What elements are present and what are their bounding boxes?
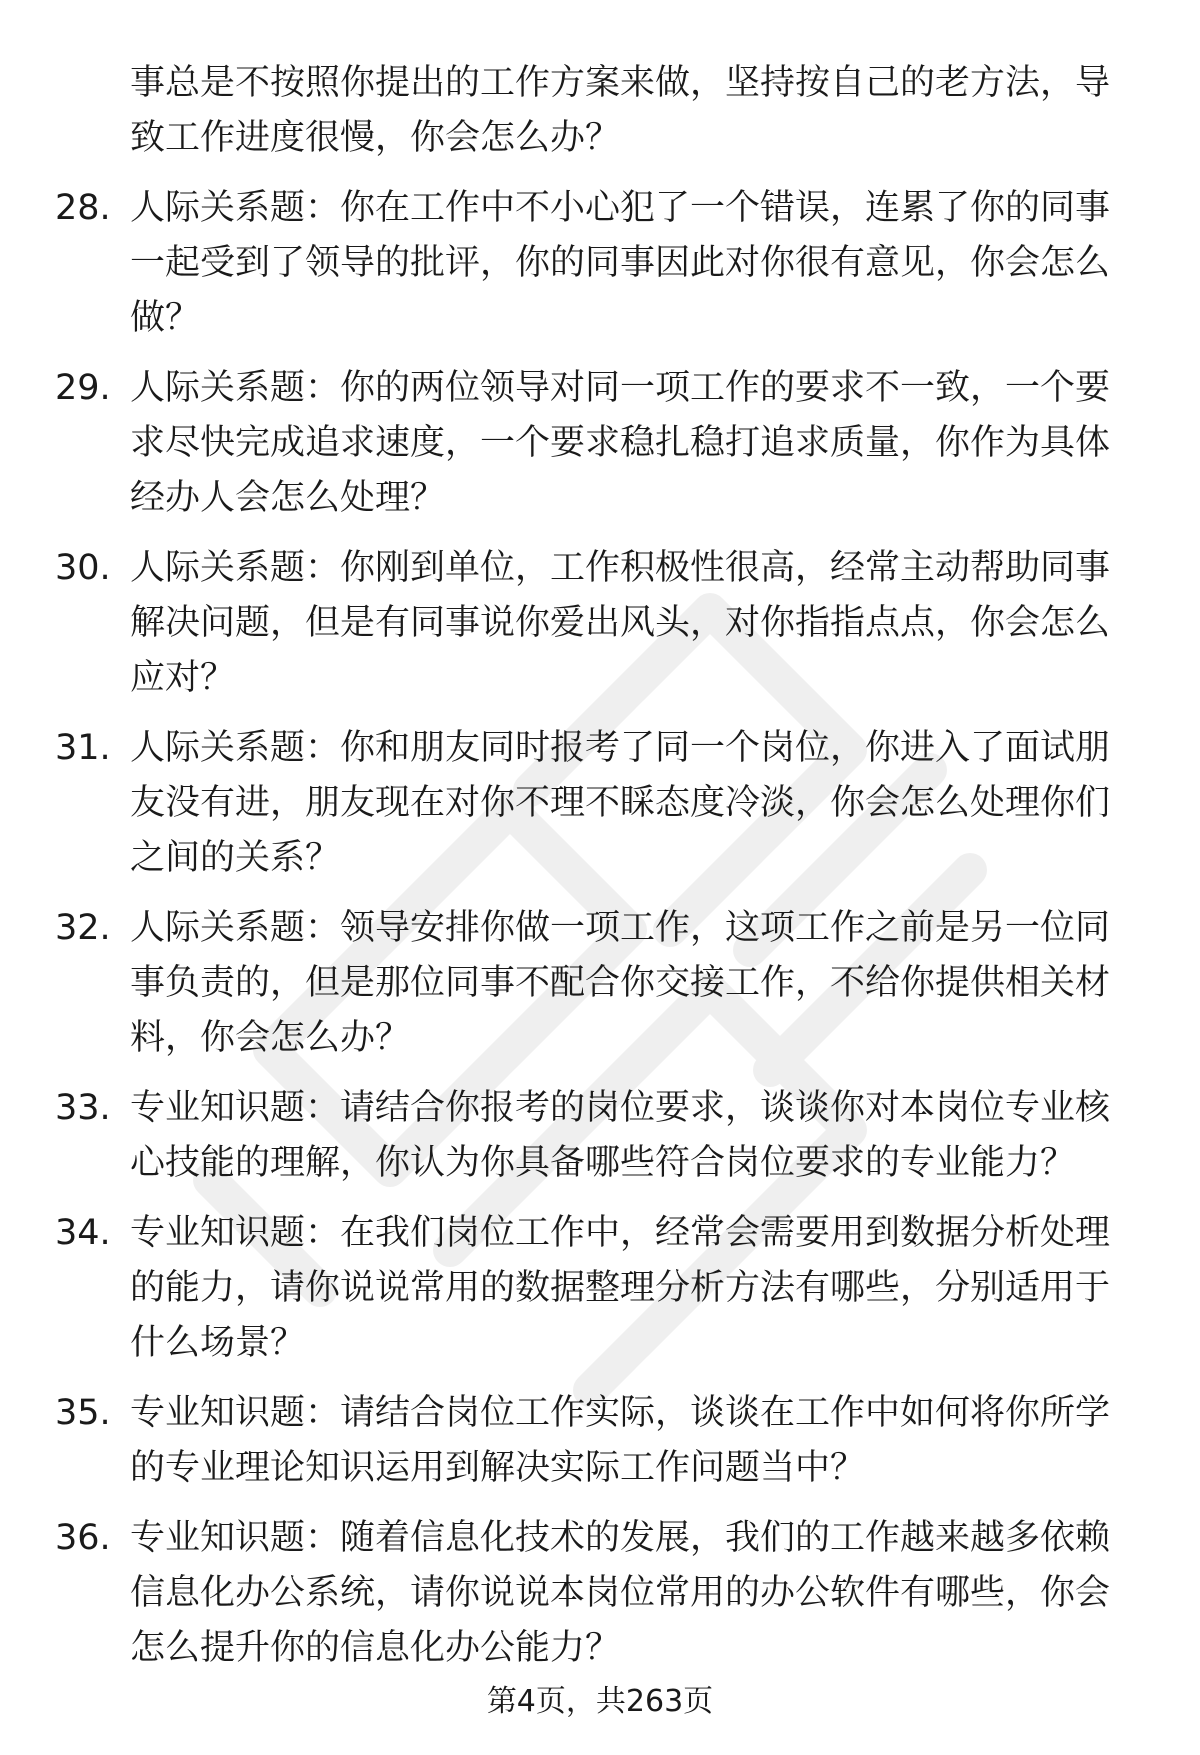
question-item [55,181,1140,346]
question-item [55,1206,1140,1371]
question-text: 专业知识题：请结合岗位工作实际，谈谈在工作中如何将你所学的专业理论知识运用到解决实际工作问题当中？ [130,1393,1111,1488]
question-number: 31. [55,728,111,768]
question-number: 33. [55,1088,111,1128]
question-item [55,1386,1140,1496]
question-text: 人际关系题：领导安排你做一项工作，这项工作之前是另一位同事负责的，但是那位同事不配合你交接工作，不给你提供相关材料，你会怎么办？ [130,908,1111,1058]
question-number: 30. [55,548,111,588]
page-footer: 第4页，共263页 [486,1684,714,1719]
question-text: 专业知识题：随着信息化技术的发展，我们的工作越来越多依赖信息化办公系统，请你说说本岗位常用的办公软件有哪些，你会怎么提升你的信息化办公能力？ [130,1518,1111,1668]
question-number: 32. [55,908,111,948]
question-item [55,901,1140,1066]
question-item [55,1511,1140,1676]
question-number: 29. [55,368,111,408]
question-item [55,361,1140,526]
question-text: 专业知识题：请结合你报考的岗位要求，谈谈你对本岗位专业核心技能的理解，你认为你具备哪些符合岗位要求的专业能力？ [130,1088,1111,1183]
question-text: 人际关系题：你和朋友同时报考了同一个岗位，你进入了面试朋友没有进，朋友现在对你不理不睬态度冷淡，你会怎么处理你们之间的关系？ [130,728,1111,878]
question-number: 35. [55,1393,111,1433]
question-item [55,1081,1140,1191]
continuation-paragraph: 事总是不按照你提出的工作方案来做，坚持按自己的老方法，导致工作进度很慢，你会怎么办？ [130,63,1111,158]
question-item [55,721,1140,886]
question-number: 36. [55,1518,111,1558]
question-text: 人际关系题：你刚到单位，工作积极性很高，经常主动帮助同事解决问题，但是有同事说你爱出风头，对你指指点点，你会怎么应对？ [130,548,1111,698]
question-text: 人际关系题：你在工作中不小心犯了一个错误，连累了你的同事一起受到了领导的批评，你的同事因此对你很有意见，你会怎么做？ [130,188,1111,338]
question-text: 人际关系题：你的两位领导对同一项工作的要求不一致，一个要求尽快完成追求速度，一个要求稳扎稳打追求质量，你作为具体经办人会怎么处理？ [130,368,1111,518]
question-text: 专业知识题：在我们岗位工作中，经常会需要用到数据分析处理的能力，请你说说常用的数据整理分析方法有哪些，分别适用于什么场景？ [130,1213,1111,1363]
question-item [55,541,1140,706]
question-number: 34. [55,1213,111,1253]
question-number: 28. [55,188,111,228]
